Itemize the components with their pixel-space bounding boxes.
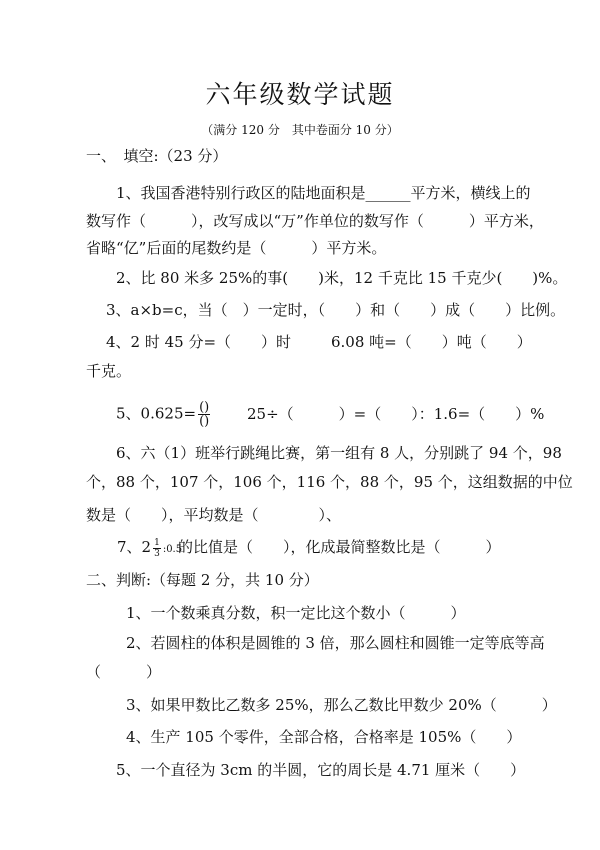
q7-line — [117, 537, 182, 560]
q7-fraction — [153, 538, 161, 559]
section2-heading: 二、判断:（每题 2 分，共 10 分） — [86, 571, 319, 589]
q7-frac-num: 1 — [154, 537, 160, 548]
q4-part-a: 4、2 时 45 分=（ ）时 — [106, 333, 292, 351]
q5-rest: 25÷（ ）=（ ）：1.6=（ ）% — [247, 405, 545, 423]
judge-q1: 1、一个数乘真分数，积一定比这个数小（ ） — [126, 604, 466, 622]
q1-line2: 数写作（ ），改写成以“万”作单位的数写作（ ）平方米， — [86, 212, 544, 230]
q6-line2: 个，88 个，107 个，106 个，116 个，88 个，95 个，这组数据的中位 — [86, 473, 573, 491]
judge-q2-line2: （ ） — [86, 663, 162, 681]
q7-ratio: :0.5 — [162, 544, 183, 555]
q1-line1: 1、我国香港特别行政区的陆地面积是______平方米，横线上的 — [116, 184, 531, 202]
q3-text: 3、a×b=c，当（ ）一定时，（ ）和（ ）成（ ）比例。 — [106, 301, 566, 319]
judge-q5: 5、一个直径为 3cm 的半圆，它的周长是 4.71 厘米（ ） — [116, 761, 526, 779]
q4-line2: 千克。 — [86, 362, 132, 380]
q5-prefix: 5、0.625= — [116, 404, 197, 423]
judge-q4: 4、生产 105 个零件，全部合格，合格率是 105%（ ） — [126, 728, 522, 746]
q7-frac-den: 3 — [154, 548, 160, 559]
q5-frac-den: () — [199, 414, 210, 429]
q4-part-b: 6.08 吨=（ ）吨（ ） — [331, 333, 532, 351]
section1-heading: 一、 填空:（23 分） — [86, 147, 228, 165]
exam-title: 六年级数学试题 — [205, 80, 395, 109]
q6-line3: 数是（ ），平均数是（ ）、 — [86, 506, 342, 524]
q5-line — [116, 401, 212, 428]
q7-rest: 的比值是（ ），化成最简整数比是（ ） — [178, 538, 501, 556]
judge-q2-line1: 2、若圆柱的体积是圆锥的 3 倍，那么圆柱和圆锥一定等底等高 — [126, 634, 545, 652]
q5-fraction — [198, 401, 210, 428]
q6-line1: 6、六（1）班举行跳绳比赛，第一组有 8 人，分别跳了 94 个，98 — [116, 444, 562, 462]
exam-subtitle: （满分 120 分 其中卷面分 10 分） — [201, 123, 399, 137]
q2-text: 2、比 80 米多 25%的事( )米，12 千克比 15 千克少( )%。 — [116, 269, 568, 287]
judge-q3: 3、如果甲数比乙数多 25%，那么乙数比甲数少 20%（ ） — [126, 696, 557, 714]
q1-line3: 省略“亿”后面的尾数约是（ ）平方米。 — [86, 239, 387, 257]
q5-frac-num: () — [199, 400, 210, 415]
q7-prefix: 7、2 — [117, 538, 152, 556]
